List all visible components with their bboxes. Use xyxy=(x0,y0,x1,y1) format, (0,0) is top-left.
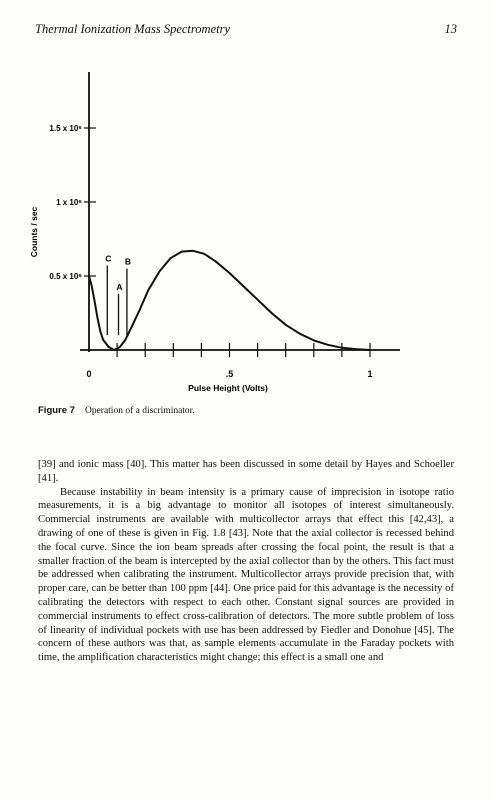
pulse-height-curve xyxy=(89,251,370,350)
caption-label: Figure 7 xyxy=(38,405,75,416)
figure-caption xyxy=(38,405,195,416)
discriminator-label-c: C xyxy=(105,253,112,264)
caption-text: Operation of a discriminator. xyxy=(84,406,195,416)
chart-axes xyxy=(80,72,400,352)
discriminator-lines xyxy=(105,254,131,336)
y-tick-label: 0.5 x 10⁶ xyxy=(49,272,82,281)
page-number: 13 xyxy=(444,22,457,36)
running-title: Thermal Ionization Mass Spectrometry xyxy=(35,22,231,36)
x-tick-label: .5 xyxy=(225,369,234,379)
chart-curve-group xyxy=(89,251,370,350)
x-tick-label: 0 xyxy=(86,369,92,379)
y-axis-label: Counts / sec xyxy=(29,206,39,258)
paragraph: Because instability in beam intensity is a primary cause of imprecision in isotope ratio measurements, it is a big advantage to monitor all isotopes of interest simultaneously. Commercial instruments are available with multicollector arrays that effect this [42,43], a drawing of one of these is given in Fig. 1.8 [43]. Note that the axial collector is recessed behind the focal curve. Since the ion beam spreads after crossing the focal point, the result is that a smaller fraction of the beam is intercepted by the axial collector than by the others. This fact must be addressed when calibrating the instrument. Multicollector arrays provide precision that, with proper care, can be better than 100 ppm [44]. One price paid for this advantage is the necessity of calibrating the detectors with respect to each other. Constant signal sources are provided in commercial instruments to effect cross-calibration of detectors. The more subtle problem of loss of linearity of individual pockets with use has been addressed by Fiedler and Donohue [45]. The concern of these authors was that, as sample elements accumulate in the Faraday pockets with time, the amplification characteristics might change; this effect is a small one and xyxy=(38,486,454,664)
x-tick-label: 1 xyxy=(367,369,373,379)
y-tick-label: 1 x 10⁶ xyxy=(56,198,82,207)
y-tick-label: 1.5 x 10⁶ xyxy=(49,124,82,133)
discriminator-label-a: A xyxy=(116,281,123,292)
chart-ticks xyxy=(49,124,372,379)
discriminator-label-b: B xyxy=(124,256,132,267)
x-axis-label: Pulse Height (Volts) xyxy=(188,383,268,393)
body-text xyxy=(38,458,454,665)
paragraph: [39] and ionic mass [40]. This matter has been discussed in some detail by Hayes and Schoeller [41]. xyxy=(38,459,454,484)
